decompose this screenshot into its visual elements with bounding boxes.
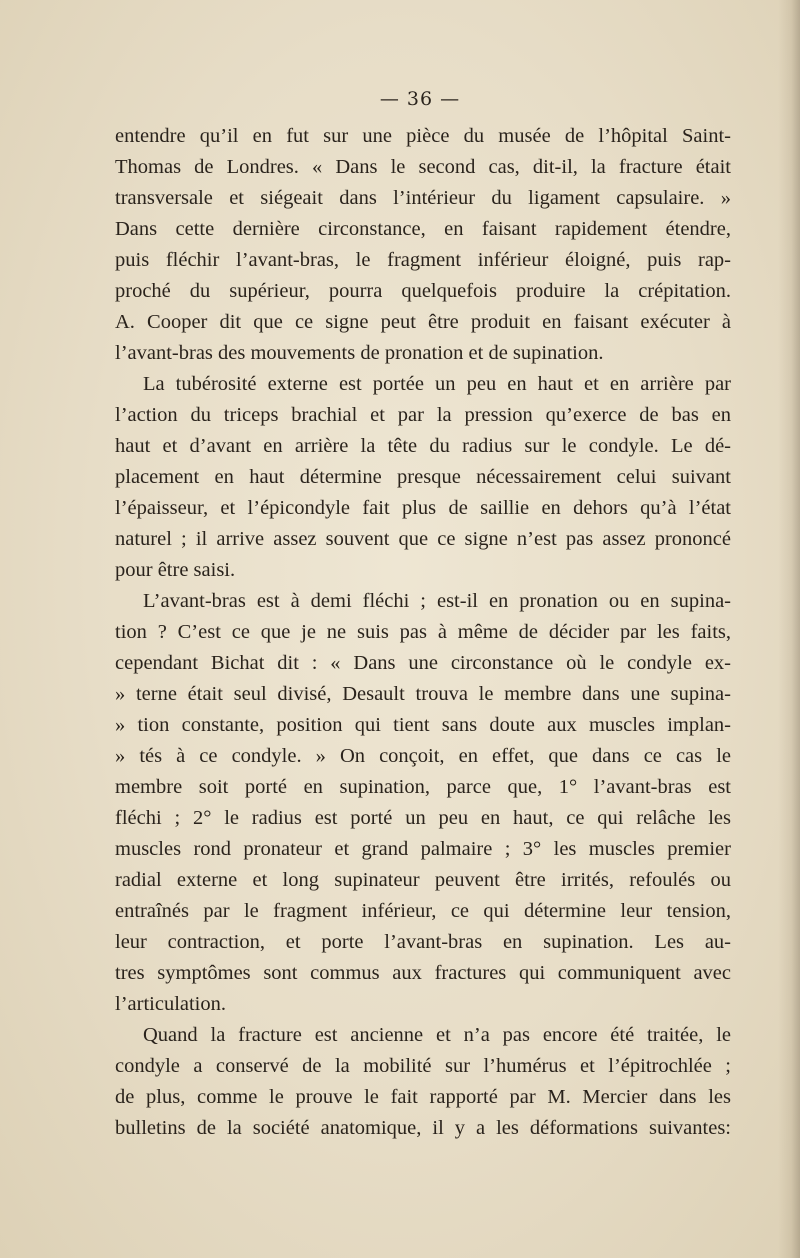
text-line: placement en haut détermine presque nécessairement celui suivant [115,466,731,488]
text-line: puis fléchir l’avant-bras, le fragment inférieur éloigné, puis rap- [115,249,731,271]
text-line: » tés à ce condyle. » On conçoit, en effet, que dans ce cas le [115,745,731,767]
page-edge-shadow [778,0,800,1258]
text-line: radial externe et long supinateur peuvent être irrités, refoulés ou [115,869,731,891]
text-line: bulletins de la société anatomique, il y a les déformations suivantes: [115,1117,731,1139]
text-line: A. Cooper dit que ce signe peut être produit en faisant exécuter à [115,311,731,333]
text-line: naturel ; il arrive assez souvent que ce signe n’est pas assez prononcé [115,528,731,550]
text-line: haut et d’avant en arrière la tête du radius sur le condyle. Le dé- [115,435,731,457]
text-line: membre soit porté en supination, parce que, 1° l’avant-bras est [115,776,731,798]
paragraph-first-line: Quand la fracture est ancienne et n’a pas encore été traitée, le [143,1024,731,1046]
text-line: entraînés par le fragment inférieur, ce qui détermine leur tension, [115,900,731,922]
text-line: fléchi ; 2° le radius est porté un peu en haut, ce qui relâche les [115,807,731,829]
text-line: l’articulation. [115,993,226,1015]
text-line: proché du supérieur, pourra quelquefois produire la crépitation. [115,280,731,302]
text-line: Thomas de Londres. « Dans le second cas, dit-il, la fracture était [115,156,731,178]
text-line: l’action du triceps brachial et par la pression qu’exerce de bas en [115,404,731,426]
text-line: de plus, comme le prouve le fait rapporté par M. Mercier dans les [115,1086,731,1108]
text-line: tres symptômes sont commus aux fractures qui communiquent avec [115,962,731,984]
text-line: cependant Bichat dit : « Dans une circonstance où le condyle ex- [115,652,731,674]
text-line: muscles rond pronateur et grand palmaire ; 3° les muscles premier [115,838,731,860]
paragraph-first-line: La tubérosité externe est portée un peu en haut et en arrière par [143,373,731,395]
text-line: leur contraction, et porte l’avant-bras en supination. Les au- [115,931,731,953]
text-line: » tion constante, position qui tient sans doute aux muscles implan- [115,714,731,736]
text-line: » terne était seul divisé, Desault trouva le membre dans une supina- [115,683,731,705]
text-line: tion ? C’est ce que je ne suis pas à même de décider par les faits, [115,621,731,643]
text-line: transversale et siégeait dans l’intérieur du ligament capsulaire. » [115,187,731,209]
body-text [115,121,731,1144]
page-number: — 36 — [379,88,461,110]
text-line: condyle a conservé de la mobilité sur l’humérus et l’épitrochlée ; [115,1055,731,1077]
text-line: pour être saisi. [115,559,236,581]
paragraph-first-line: L’avant-bras est à demi fléchi ; est-il en pronation ou en supina- [143,590,731,612]
text-line: l’avant-bras des mouvements de pronation et de supination. [115,342,604,364]
text-line: Dans cette dernière circonstance, en faisant rapidement étendre, [115,218,731,240]
text-line: entendre qu’il en fut sur une pièce du musée de l’hôpital Saint- [115,125,731,147]
text-line: l’épaisseur, et l’épicondyle fait plus de saillie en dehors qu’à l’état [115,497,731,519]
